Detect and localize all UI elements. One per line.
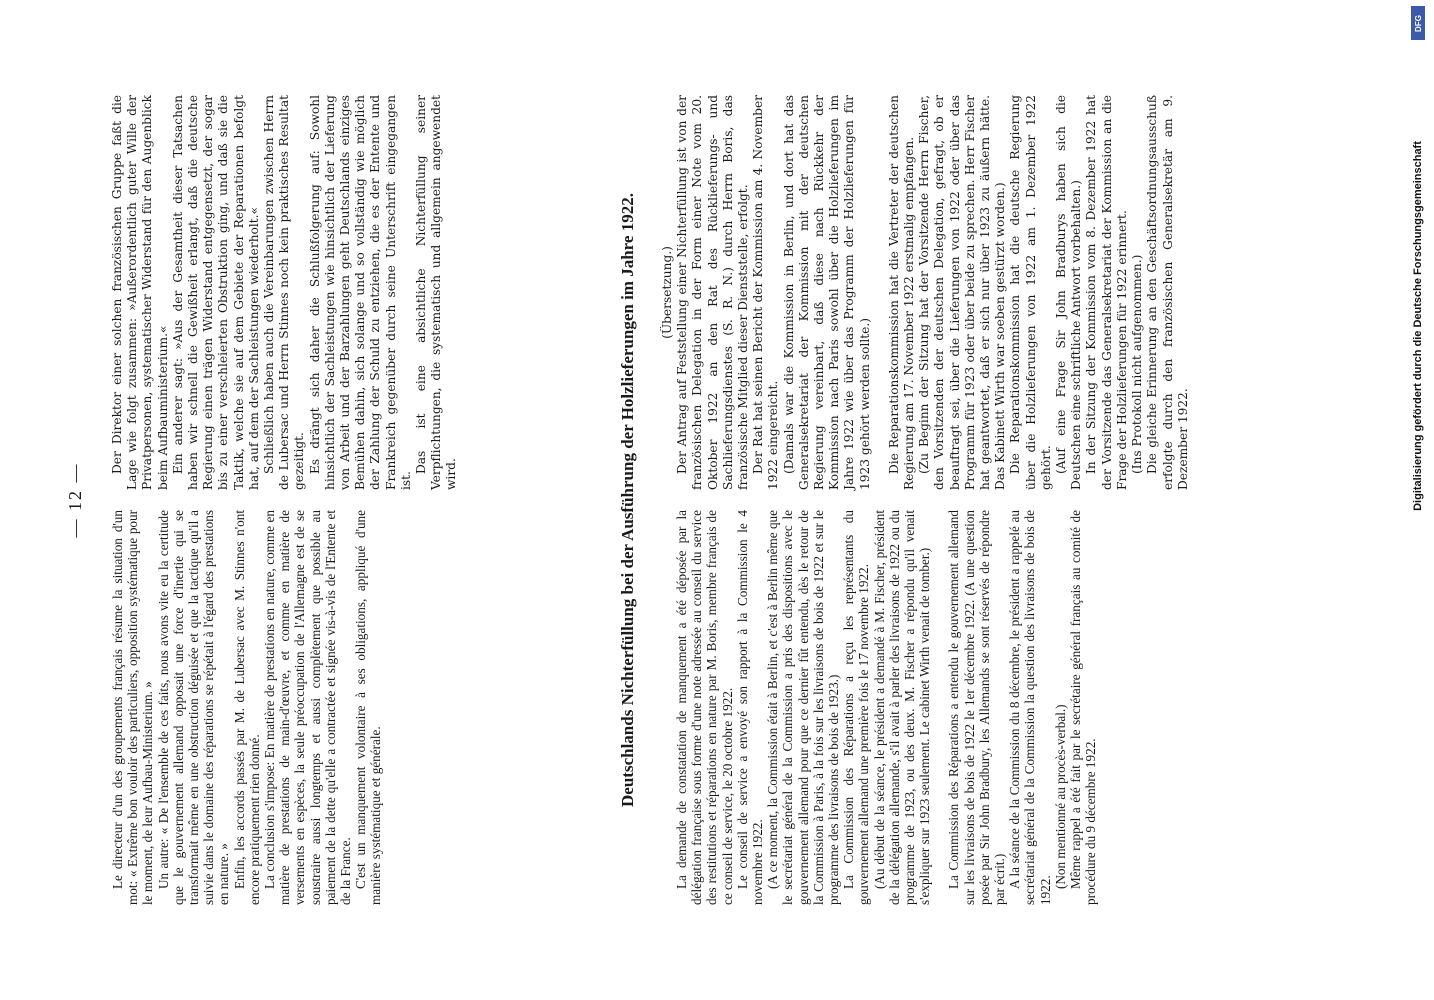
digitization-credit: [1406, 0, 1430, 1000]
paragraph: (Au début de la séance, le président a demandé à M. Fischer, président de la délégation allemande, s'il avait à parler des livraisons de 1922 ou du programme de 1923, ou des deux. M. Fischer a répondu qu'il venait s'expliquer sur 1923 seulement. Le cabinet Wirth venait de tomber.): [871, 510, 933, 905]
paragraph: (Auf eine Frage Sir John Bradburys haben sich die Deutschen eine schriftliche Antwort vorbehalten.): [1054, 95, 1084, 490]
paragraph: Der Direktor einer solchen französischen Gruppe faßt die Lage wie folgt zusammen: »Außerordentlich guter Wille der Privatpersonen, systematischer Widerstand für den Augenblick beim Aufbauministerium.«: [110, 95, 170, 490]
section-heading: Deutschlands Nichterfüllung bei der Ausführung der Holzlieferungen im Jahre 1922.: [618, 193, 637, 807]
paragraph: C'est un manquement volontaire à ses obligations, appliqué d'une manière systématique et générale.: [353, 510, 384, 905]
french-column-lower: [660, 510, 1098, 905]
lower-section: [660, 95, 1220, 905]
paragraph: (Zu Beginn der Sitzung hat der Vorsitzende Herrn Fischer, den Vorsitzenden der deutschen Delegation, gefragt, ob er beauftragt sei, über die Lieferungen von 1922 oder über das Programm für 1923 oder über beide zu sprechen. Herr Fischer hat geantwortet, daß er sich nur über 1923 zu äußern hätte. Das Kabinett Wirth war soeben gestürzt worden.): [917, 95, 1008, 490]
paragraph: La Commission des Réparations a entendu le gouvernement allemand sur les livraisons de bois de 1922 le 1er décembre 1922. (A une question posée par Sir John Bradbury, les Allemands se sont réservés de répondre par écrit.): [946, 510, 1008, 905]
credit-text: Digitalisierung gefördert durch die Deutsche Forschungsgemeinschaft: [1412, 141, 1424, 511]
page-number: — 12 —: [65, 462, 85, 538]
german-column-upper: [110, 95, 460, 490]
paragraph: La conclusion s'impose: En matière de prestations en nature, comme en matière de prestations de main-d'œuvre, et comme en matière de versements en espèces, la seule préoccupation de l'Allemagne est de se soustraire aussi longtemps et aussi complètement que possible au paiement de la dette qu'elle a contractée et signée vis-à-vis de l'Entente et de la France.: [262, 510, 354, 905]
paragraph: Der Rat hat seinen Bericht der Kommission am 4. November 1922 eingereicht.: [751, 95, 781, 490]
paragraph: (Non mentionné au procès-verbal.): [1052, 704, 1068, 889]
paragraph: Schließlich haben auch die Vereinbarungen zwischen Herrn de Lubersac und Herrn Stinnes noch kein praktisches Resultat gezeitigt.: [262, 95, 307, 490]
paragraph: Die gleiche Erinnerung an den Geschäftsordnungsausschuß erfolgte durch den französischen Generalsekretär am 9. Dezember 1922.: [1145, 95, 1190, 490]
upper-section: [110, 95, 610, 905]
dfg-logo: DFG: [1411, 6, 1425, 40]
paragraph: Die Reparationskommission hat die deutsche Regierung über die Holzlieferungen von 1922 am 1. Dezember 1922 gehört.: [1008, 95, 1053, 490]
paragraph: Der Antrag auf Feststellung einer Nichterfüllung ist von der französischen Delegation in der Form einer Note vom 20. Oktober 1922 an den Rat des Rücklieferungs- und Sachlieferungsdienstes (S. R. N.) durch Herrn Boris, das französische Mitglied dieser Dienststelle, erfolgt.: [675, 95, 751, 490]
paragraph: Enfin, les accords passés par M. de Lubersac avec M. Stinnes n'ont encore pratiquement rien donné.: [231, 510, 262, 905]
paragraph: Es drängt sich daher die Schlußfolgerung auf: Sowohl hinsichtlich der Sachleistungen wie hinsichtlich der Lieferung von Arbeit und der Barzahlungen geht Deutschlands einziges Bemühen dahin, sich solange und so vollständig wie möglich der Zahlung der Schuld zu entziehen, die es der Entente und Frankreich gegenüber durch seine Unterschrift eingegangen ist.: [307, 95, 413, 490]
paragraph: La demande de constatation de manquement a été déposée par la délégation française sous forme d'une note adressée au conseil du service des restitutions et réparations en nature par M. Boris, membre français de ce conseil de service, le 20 octobre 1922.: [674, 510, 735, 905]
german-column-lower: [660, 95, 1191, 490]
translation-note: (Übersetzung.): [660, 246, 674, 339]
paragraph: (Ins Protokoll nicht aufgenommen.): [1130, 254, 1145, 474]
paragraph: In der Sitzung der Kommission vom 8. Dezember 1922 hat der Vorsitzende das Generalsekretariat der Kommission an die Frage der Holzlieferungen für 1922 erinnert.: [1084, 95, 1129, 490]
paragraph: (Damals war die Kommission in Berlin, und dort hat das Generalsekretariat der Kommission mit der deutschen Regierung vereinbart, daß diese nach Rückkehr der Kommission nach Paris sowohl über die Holzlieferungen im Jahre 1922 wie über das Programm der Holzlieferungen für 1923 gehört werden sollte.): [781, 95, 872, 490]
paragraph: Même rappel a été fait par le secrétaire général français au comité de procédure du 9 décembre 1922.: [1068, 510, 1099, 905]
paragraph: A la séance de la Commission du 8 décembre, le président a rappelé au secrétariat général de la Commission la question des livraisons de bois de 1922.: [1007, 510, 1053, 905]
paragraph: Un autre: « De l'ensemble de ces faits, nous avons vite eu la certitude que le gouvernement allemand opposait une force d'inertie qui se transformait même en une obstruction déguisée et que la tactique qu'il a suivie dans le domaine des réparations se répétait à l'égard des prestations en nature. »: [155, 510, 232, 905]
french-column-upper: [110, 510, 384, 905]
paragraph: Die Reparationskommission hat die Vertreter der deutschen Regierung am 17. November 1922 erstmalig empfangen.: [886, 95, 917, 490]
paragraph: Das ist eine absichtliche Nichterfüllung seiner Verpflichtungen, die systematisch und allgemein angewendet wird.: [414, 95, 459, 490]
paragraph: La Commission des Réparations a reçu les représentants du gouvernement allemand une première fois le 17 novembre 1922.: [841, 510, 872, 905]
paragraph: Ein anderer sagt: »Aus der Gesamtheit dieser Tatsachen haben wir schnell die Gewißheit erlangt, daß die deutsche Regierung einen trägen Widerstand entgegensetzt, der sogar bis zu einer verschleierten Obstruktion ging, und daß sie die Taktik, welche sie auf dem Gebiete der Reparationen befolgt hat, auf dem der Sachleistungen wiederholt.«: [170, 95, 261, 490]
paragraph: Le conseil de service a envoyé son rapport à la Commission le 4 novembre 1922.: [734, 510, 766, 905]
paragraph: Le directeur d'un des groupements français résume la situation d'un mot: « Extrême bon vouloir des particuliers, opposition systématique pour le moment, de leur Aufbau-Ministerium. »: [110, 510, 156, 905]
paragraph: (A ce moment, la Commission était à Berlin, et c'est à Berlin même que le secrétariat général de la Commission a pris des dispositions avec le gouvernement allemand pour que ce dernier fût entendu, dès le retour de la Commission à Paris, à la fois sur les livraisons de bois de 1922 et sur le programme des livraisons de bois de 1923.): [765, 510, 842, 905]
